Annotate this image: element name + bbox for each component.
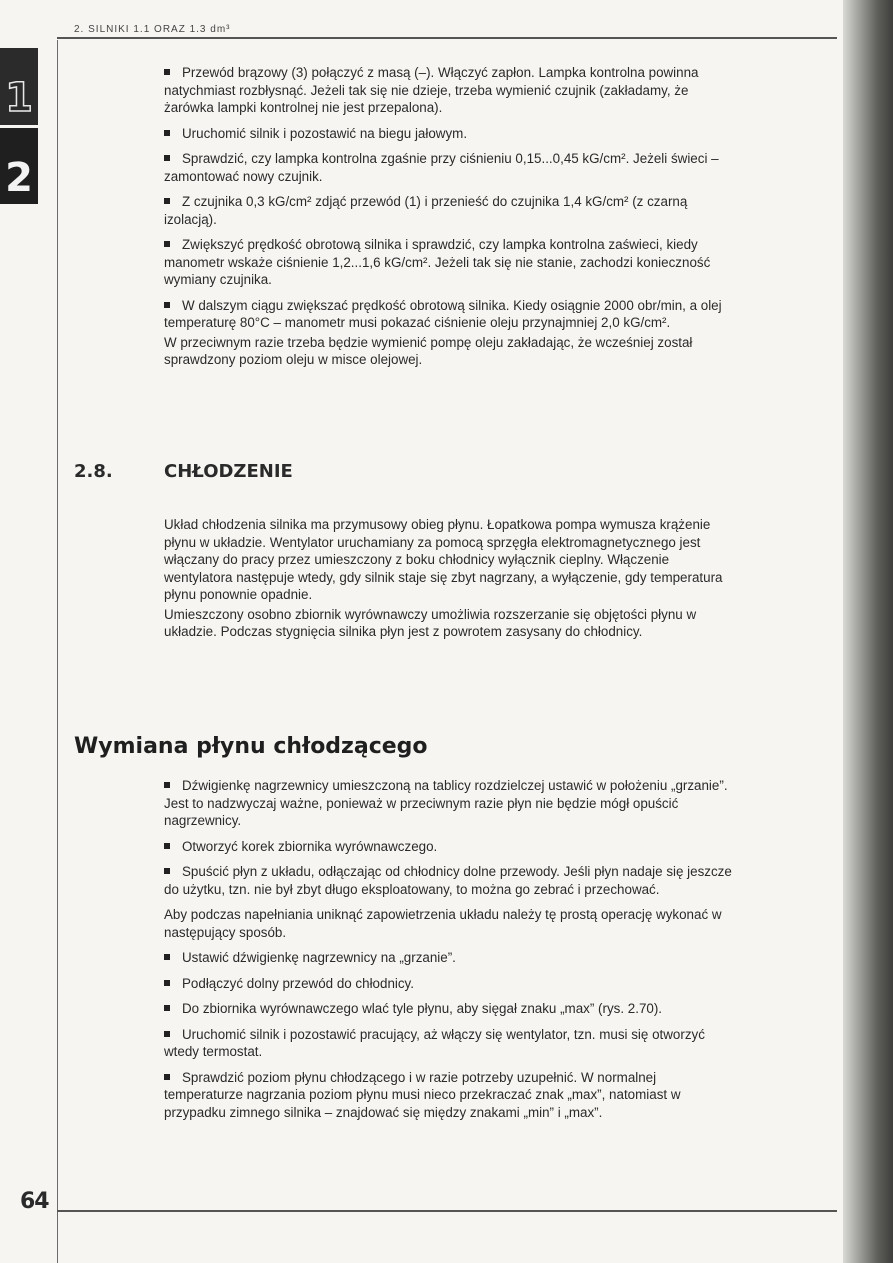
chapter-tab-1: 1 (0, 48, 38, 125)
page-number: 64 (20, 1189, 49, 1214)
paragraph: Aby podczas napełniania uniknąć zapowietrzenia układu należy tę prostą operację wykonać w następujący sposób. (164, 907, 722, 940)
paragraph: Ustawić dźwigienkę nagrzewnicy na „grzanie”. (164, 949, 738, 967)
bullet-icon (164, 980, 170, 986)
bullet-icon (164, 868, 170, 874)
bullet-icon (164, 241, 170, 247)
paragraph: Umieszczony osobno zbiornik wyrównawczy umożliwia rozszerzanie się objętości płynu w układzie. Podczas stygnięcia silnika płyn jest z powrotem zasysany do chłodnicy. (164, 606, 697, 639)
paragraph: Otworzyć korek zbiornika wyrównawczego. (164, 838, 738, 856)
bullet-icon (164, 130, 170, 136)
cooling-description (164, 516, 738, 649)
bullet-icon (164, 155, 170, 161)
paragraph: Uruchomić silnik i pozostawić na biegu jałowym. (164, 125, 738, 143)
footer-rule (57, 1210, 837, 1212)
bullet-icon (164, 843, 170, 849)
paragraph: Sprawdzić poziom płynu chłodzącego i w razie potrzeby uzupełnić. W normalnej temperaturze nagrzania poziom płynu musi nieco przekraczać znak „max”, natomiast w przypadku zimnego silnika – znajdować się między znakami „min” i „max”. (164, 1069, 681, 1120)
chapter-tab-2: 2 (0, 128, 38, 204)
oil-sensor-steps (164, 64, 738, 377)
paragraph: Przewód brązowy (3) połączyć z masą (–). Włączyć zapłon. Lampka kontrolna powinna natychmiast rozbłysnąć. Jeżeli tak się nie dzieje, trzeba wymienić czujnik (zakładamy, że żarówka lampki kontrolnej nie jest przepalona). (164, 65, 699, 115)
paragraph: Podłączyć dolny przewód do chłodnicy. (164, 975, 738, 993)
bullet-icon (164, 69, 170, 75)
bullet-icon (164, 1031, 170, 1037)
section-title: CHŁODZENIE (164, 461, 293, 482)
subheading: Wymiana płynu chłodzącego (74, 734, 428, 759)
paragraph: Do zbiornika wyrównawczego wlać tyle płynu, aby sięgał znaku „max” (rys. 2.70). (164, 1000, 738, 1018)
coolant-replacement-steps (164, 777, 738, 1129)
paragraph: W dalszym ciągu zwiększać prędkość obrotową silnika. Kiedy osiągnie 2000 obr/min, a olej temperaturę 80°C – manometr musi pokazać ciśnienie oleju przynajmniej 2,0 kG/cm². (164, 297, 722, 330)
bullet-icon (164, 1005, 170, 1011)
paragraph: Uruchomić silnik i pozostawić pracujący, aż włączy się wentylator, tzn. musi się otworzyć wtedy termostat. (164, 1026, 705, 1059)
section-number: 2.8. (74, 461, 113, 482)
bullet-icon (164, 198, 170, 204)
paragraph: Zwiększyć prędkość obrotową silnika i sprawdzić, czy lampka kontrolna zaświeci, kiedy manometr wskaże ciśnienie 1,2...1,6 kG/cm². Jeżeli tak się nie stanie, zachodzi konieczność wymiany czujnika. (164, 237, 711, 287)
paragraph: Dźwigienkę nagrzewnicy umieszczoną na tablicy rozdzielczej ustawić w położeniu „grzanie”. Jest to nadzwyczaj ważne, ponieważ w przeciwnym razie płyn nie będzie mógł opuścić nagrzewnicy. (164, 778, 728, 828)
paragraph: Spuścić płyn z układu, odłączając od chłodnicy dolne przewody. Jeśli płyn nadaje się jeszcze do użytku, tzn. nie był zbyt długo eksploatowany, to można go zebrać i przechować. (164, 864, 732, 897)
bullet-icon (164, 954, 170, 960)
paragraph: Sprawdzić, czy lampka kontrolna zgaśnie przy ciśnieniu 0,15...0,45 kG/cm². Jeżeli świeci – zamontować nowy czujnik. (164, 151, 719, 184)
header-rule (57, 37, 837, 39)
paragraph: W przeciwnym razie trzeba będzie wymienić pompę oleju zakładając, że wcześniej został sprawdzony poziom oleju w misce olejowej. (164, 334, 693, 367)
bullet-icon (164, 302, 170, 308)
running-head: 2. SILNIKI 1.1 ORAZ 1.3 dm³ (74, 24, 231, 35)
bullet-icon (164, 782, 170, 788)
paragraph: Układ chłodzenia silnika ma przymusowy obieg płynu. Łopatkowa pompa wymusza krążenie płynu w układzie. Wentylator uruchamiany za pomocą sprzęgła elektromagnetycznego jest włączany do pracy przez umieszczony z boku chłodnicy wyłącznik cieplny. Włączenie wentylatora następuje wtedy, gdy silnik staje się zbyt nagrzany, a wyłączenie, gdy temperatura płynu ponownie opadnie. (164, 517, 723, 602)
page-edge-shadow (843, 0, 893, 1263)
paragraph: Z czujnika 0,3 kG/cm² zdjąć przewód (1) i przenieść do czujnika 1,4 kG/cm² (z czarną izolacją). (164, 194, 688, 227)
bullet-icon (164, 1074, 170, 1080)
margin-rule (57, 40, 58, 1263)
